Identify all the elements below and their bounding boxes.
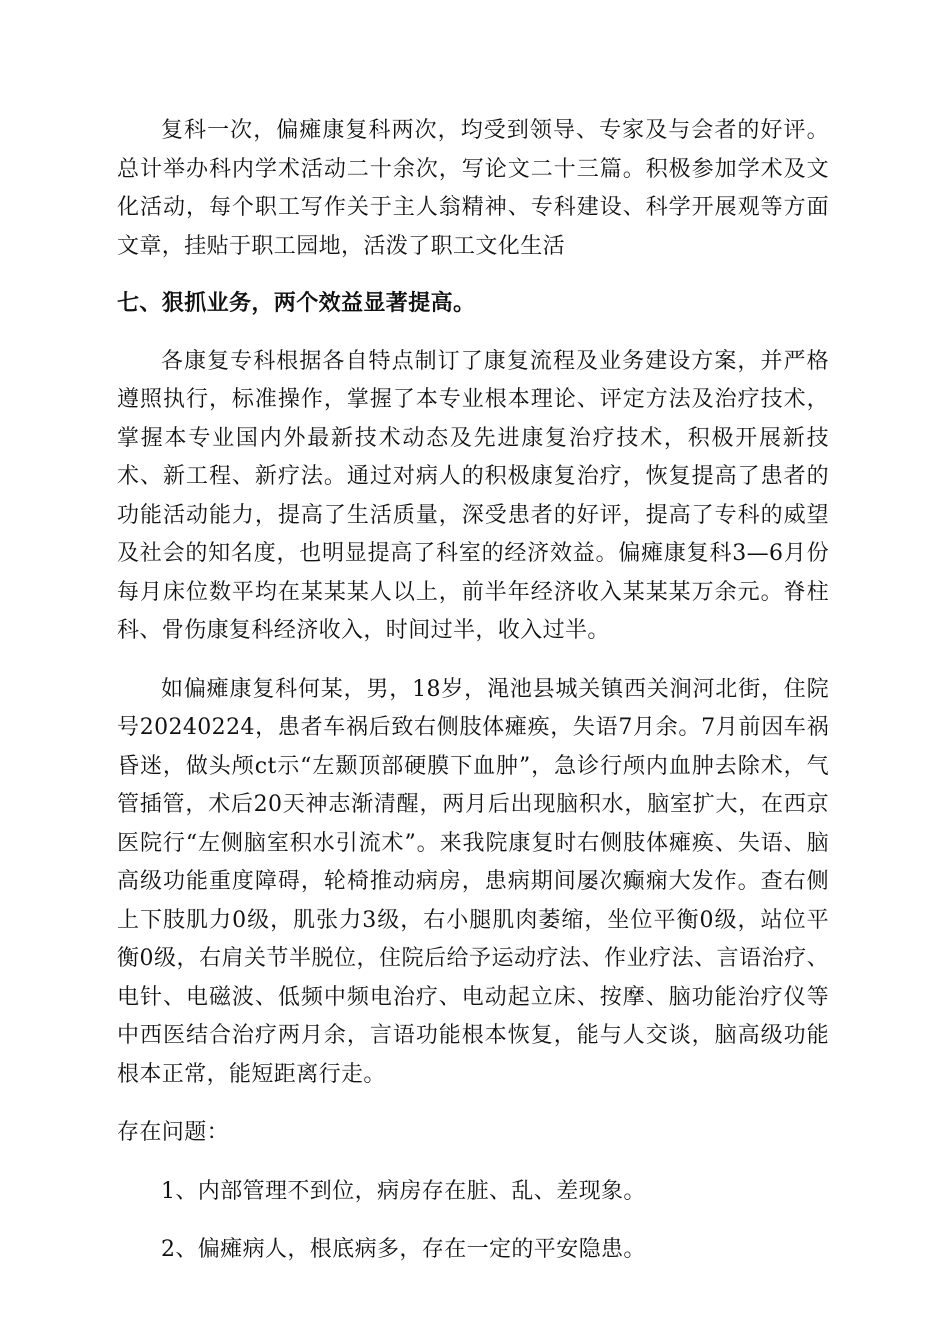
section-heading-seven: 七、狠抓业务，两个效益显著提高。 <box>117 290 476 316</box>
problems-label: 存在问题： <box>117 1120 230 1145</box>
problem-item-1: 1、内部管理不到位，病房存在脏、乱、差现象。 <box>161 1178 646 1204</box>
document-body <box>117 112 829 1270</box>
paragraph-academic-activities: 复科一次，偏瘫康复科两次，均受到领导、专家及与会者的好评。总计举办科内学术活动二十余次，写论文二十三篇。积极参加学术及文化活动，每个职工写作关于主人翁精神、专科建设、科学开展观等方面文章，挂贴于职工园地，活泼了职工文化生活 <box>117 118 829 259</box>
paragraph-business-development: 各康复专科根据各自特点制订了康复流程及业务建设方案，并严格遵照执行，标准操作，掌握了本专业根本理论、评定方法及治疗技术，掌握本专业国内外最新技术动态及先进康复治疗技术，积极开展新技术、新工程、新疗法。通过对病人的积极康复治疗，恢复提高了患者的功能活动能力，提高了生活质量，深受患者的好评，提高了专科的威望及社会的知名度，也明显提高了科室的经济效益。偏瘫康复科3—6月份每月床位数平均在某某某人以上，前半年经济收入某某某万余元。脊柱科、骨伤康复科经济收入，时间过半，收入过半。 <box>117 348 829 643</box>
paragraph-case-example: 如偏瘫康复科何某，男，18岁，渑池县城关镇西关涧河北街，住院号20240224，患者车祸后致右侧肢体瘫痪，失语7月余。7月前因车祸昏迷，做头颅ct示“左颞顶部硬膜下血肿”，急诊行颅内血肿去除术，气管插管，术后20天神志渐清醒，两月后出现脑积水，脑室扩大，在西京医院行“左侧脑室积水引流术”。来我院康复时右侧肢体瘫痪、失语、脑高级功能重度障碍，轮椅推动病房，患病期间屡次癫痫大发作。查右侧上下肢肌力0级，肌张力3级，右小腿肌肉萎缩，坐位平衡0级，站位平衡0级，右肩关节半脱位，住院后给予运动疗法、作业疗法、言语治疗、电针、电磁波、低频中频电治疗、电动起立床、按摩、脑功能治疗仪等中西医结合治疗两月余，言语功能根本恢复，能与人交谈，脑高级功能根本正常，能短距离行走。 <box>117 676 829 1087</box>
problem-item-2: 2、偏瘫病人，根底病多，存在一定的平安隐患。 <box>161 1237 646 1262</box>
